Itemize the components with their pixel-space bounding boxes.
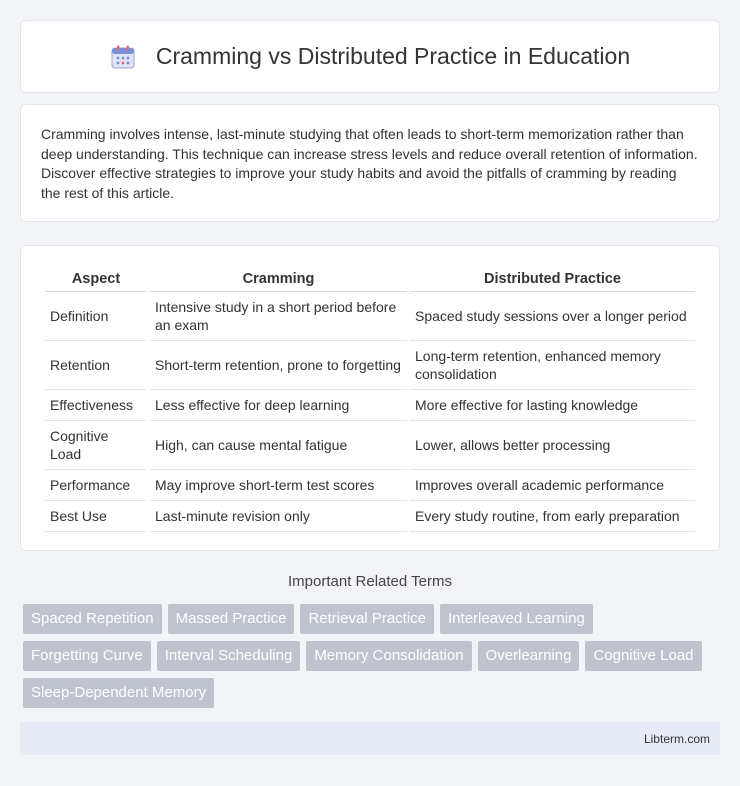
cell-aspect: Effectiveness — [45, 390, 147, 421]
tag-overlearning[interactable]: Overlearning — [478, 641, 580, 671]
header-cramming: Cramming — [150, 268, 407, 292]
comparison-card — [20, 245, 720, 551]
cell-cramming: High, can cause mental fatigue — [150, 421, 407, 470]
tag-interleaved-learning[interactable]: Interleaved Learning — [440, 604, 593, 634]
cell-aspect: Definition — [45, 292, 147, 341]
cell-distributed: More effective for lasting knowledge — [410, 390, 695, 421]
intro-text: Cramming involves intense, last-minute studying that often leads to short-term memorization rather than deep understanding. This technique can increase stress levels and reduce overall retention of information. Discover effective strategies to improve your study habits and avoid the pitfalls of cramming by reading the rest of this article. — [41, 126, 698, 201]
table-row — [45, 292, 695, 341]
cell-cramming: Less effective for deep learning — [150, 390, 407, 421]
comparison-table — [42, 268, 698, 532]
table-header-row — [45, 268, 695, 292]
cell-distributed: Long-term retention, enhanced memory consolidation — [410, 341, 695, 390]
cell-cramming: Last-minute revision only — [150, 501, 407, 532]
footer-site-link[interactable]: Libterm.com — [643, 731, 710, 746]
cell-aspect: Best Use — [45, 501, 147, 532]
calendar-icon — [110, 44, 136, 70]
header-card — [20, 20, 720, 93]
cell-aspect: Retention — [45, 341, 147, 390]
cell-distributed: Spaced study sessions over a longer period — [410, 292, 695, 341]
cell-cramming: Intensive study in a short period before an exam — [150, 292, 407, 341]
cell-cramming: Short-term retention, prone to forgetting — [150, 341, 407, 390]
table-row — [45, 341, 695, 390]
page-title: Cramming vs Distributed Practice in Education — [155, 43, 631, 69]
cell-distributed: Lower, allows better processing — [410, 421, 695, 470]
header-distributed: Distributed Practice — [410, 268, 695, 292]
cell-aspect: Performance — [45, 470, 147, 501]
table-row — [45, 390, 695, 421]
tag-sleep-dependent-memory[interactable]: Sleep-Dependent Memory — [23, 678, 214, 708]
cell-distributed: Improves overall academic performance — [410, 470, 695, 501]
cell-aspect: Cognitive Load — [45, 421, 147, 470]
tag-retrieval-practice[interactable]: Retrieval Practice — [300, 604, 434, 634]
header-aspect: Aspect — [45, 268, 147, 292]
tag-massed-practice[interactable]: Massed Practice — [168, 604, 295, 634]
table-row — [45, 470, 695, 501]
table-row — [45, 421, 695, 470]
tag-interval-scheduling[interactable]: Interval Scheduling — [157, 641, 301, 671]
table-row — [45, 501, 695, 532]
cell-cramming: May improve short-term test scores — [150, 470, 407, 501]
tag-spaced-repetition[interactable]: Spaced Repetition — [23, 604, 162, 634]
related-terms-list — [20, 604, 720, 708]
tag-memory-consolidation[interactable]: Memory Consolidation — [306, 641, 471, 671]
related-terms-title: Important Related Terms — [288, 573, 452, 590]
tag-cognitive-load[interactable]: Cognitive Load — [585, 641, 701, 671]
intro-card — [20, 104, 720, 222]
cell-distributed: Every study routine, from early preparation — [410, 501, 695, 532]
footer — [20, 722, 720, 755]
tag-forgetting-curve[interactable]: Forgetting Curve — [23, 641, 151, 671]
